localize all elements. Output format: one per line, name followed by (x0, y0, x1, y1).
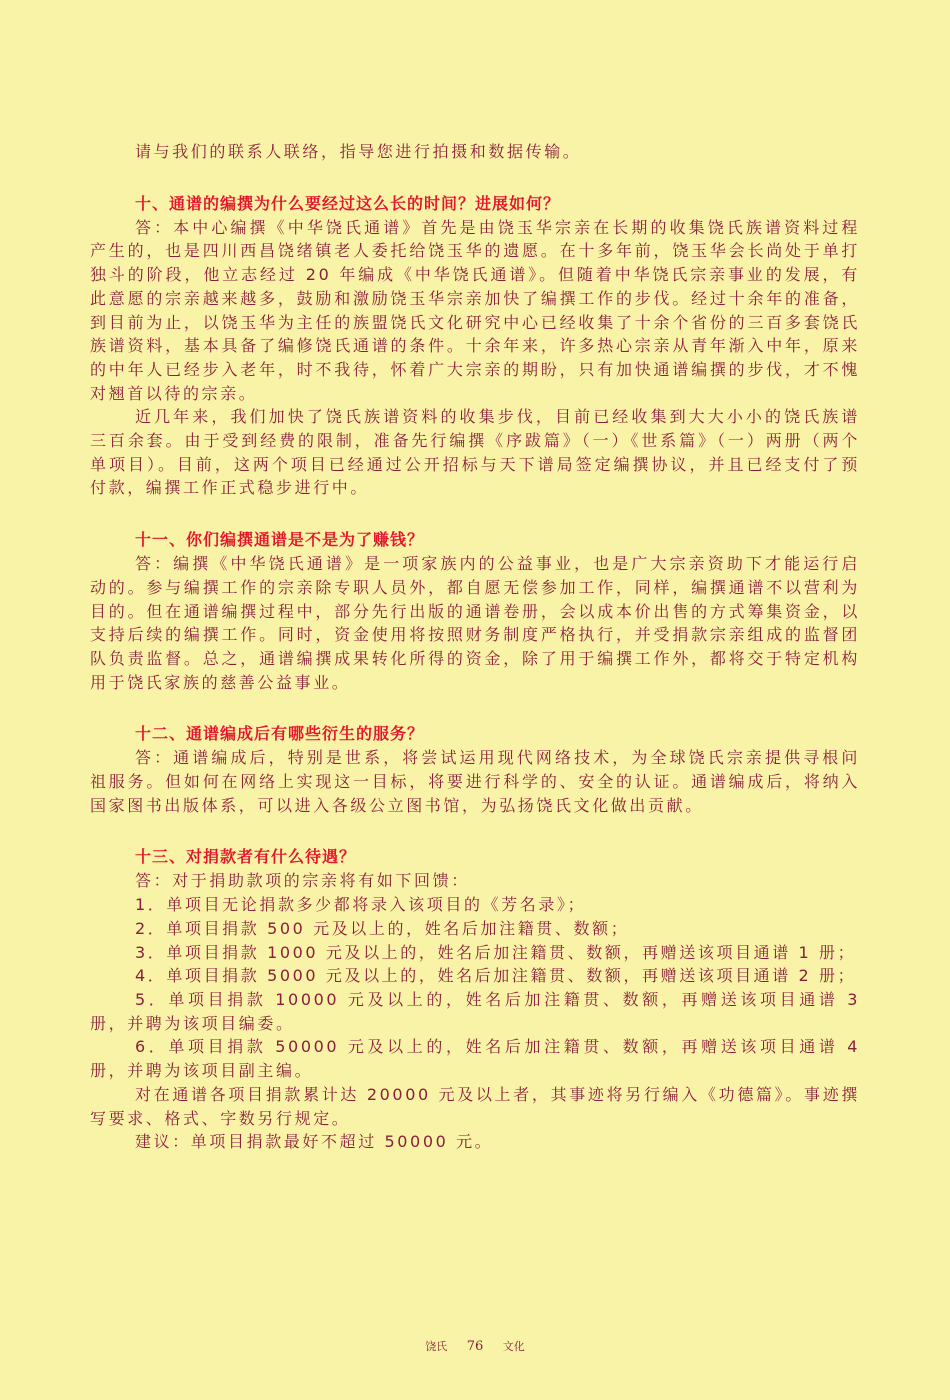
section-10-paragraph-2: 近几年来，我们加快了饶氏族谱资料的收集步伐，目前已经收集到大大小小的饶氏族谱三百余套。由于受到经费的限制，准备先行编撰《序跋篇》（一）《世系篇》（一）两册（两个单项目）。目前，这两个项目已经通过公开招标与天下谱局签定编撰协议，并且已经支付了预付款，编撰工作正式稳步进行中。 (90, 407, 860, 498)
page-footer (0, 1338, 950, 1354)
reward-item-4: 4．单项目捐款 5000 元及以上的，姓名后加注籍贯、数额，再赠送该项目通谱 2 册； (135, 966, 857, 986)
section-13-intro: 答：对于捐助款项的宗亲将有如下回馈： (135, 871, 470, 891)
section-11-paragraph-1: 答：编撰《中华饶氏通谱》是一项家族内的公益事业，也是广大宗亲资助下才能运行启动的。参与编撰工作的宗亲除专职人员外，都自愿无偿参加工作，同样，编撰通谱不以营利为目的。但在通谱编撰过程中，部分先行出版的通谱卷册，会以成本价出售的方式筹集资金，以支持后续的编撰工作。同时，资金使用将按照财务制度严格执行，并受捐款宗亲组成的监督团队负责监督。总之，通谱编撰成果转化所得的资金，除了用于编撰工作外，都将交于特定机构用于饶氏家族的慈善公益事业。 (90, 554, 860, 692)
intro-paragraph: 请与我们的联系人联络，指导您进行拍摄和数据传输。 (135, 142, 582, 161)
suggestion-note: 建议：单项目捐款最好不超过 50000 元。 (135, 1132, 494, 1152)
document-body (90, 140, 860, 1154)
merit-note: 对在通谱各项目捐款累计达 20000 元及以上者，其事迹将另行编入《功德篇》。事迹撰写要求、格式、字数另行规定。 (90, 1084, 860, 1128)
section-13-heading: 十三、对捐款者有什么待遇？ (135, 847, 357, 867)
section-12-heading: 十二、通谱编成后有哪些衍生的服务？ (135, 724, 425, 744)
section-10-heading: 十、通谱的编撰为什么要经过这么长的时间？进展如何？ (135, 193, 561, 213)
section-11-heading: 十一、你们编撰通谱是不是为了赚钱？ (135, 530, 425, 550)
reward-item-5: 5．单项目捐款 10000 元及以上的，姓名后加注籍贯、数额，再赠送该项目通谱 3 册，并聘为该项目编委。 (90, 989, 860, 1033)
reward-item-3: 3．单项目捐款 1000 元及以上的，姓名后加注籍贯、数额，再赠送该项目通谱 1 册； (135, 942, 857, 962)
section-10-paragraph-1: 答：本中心编撰《中华饶氏通谱》首先是由饶玉华宗亲在长期的收集饶氏族谱资料过程产生的，也是四川西昌饶绪镇老人委托给饶玉华的遗愿。在十多年前，饶玉华会长尚处于单打独斗的阶段，他立志经过 20 年编成《中华饶氏通谱》。但随着中华饶氏宗亲事业的发展，有此意愿的宗亲越来越多，鼓励和激励饶玉华宗亲加快了编撰工作的步伐。经过十余年的准备，到目前为止，以饶玉华为主任的族盟饶氏文化研究中心已经收集了十余个省份的三百多套饶氏族谱资料，基本具备了编修饶氏通谱的条件。十余年来，许多热心宗亲从青年渐入中年，原来的中年人已经步入老年，时不我待，怀着广大宗亲的期盼，只有加快通谱编撰的步伐，才不愧对翘首以待的宗亲。 (90, 217, 860, 403)
section-12-paragraph-1: 答：通谱编成后，特别是世系，将尝试运用现代网络技术，为全球饶氏宗亲提供寻根问祖服务。但如何在网络上实现这一目标，将要进行科学的、安全的认证。通谱编成后，将纳入国家图书出版体系，可以进入各级公立图书馆，为弘扬饶氏文化做出贡献。 (90, 748, 860, 815)
footer-right-text: 文化 (502, 1340, 525, 1353)
footer-left-text: 饶氏 (425, 1340, 448, 1353)
page-number: 76 (466, 1339, 484, 1354)
reward-item-6: 6．单项目捐款 50000 元及以上的，姓名后加注籍贯、数额，再赠送该项目通谱 4 册，并聘为该项目副主编。 (90, 1037, 860, 1081)
reward-item-1: 1．单项目无论捐款多少都将录入该项目的《芳名录》； (135, 895, 587, 915)
reward-item-2: 2．单项目捐款 500 元及以上的，姓名后加注籍贯、数额； (135, 918, 630, 938)
